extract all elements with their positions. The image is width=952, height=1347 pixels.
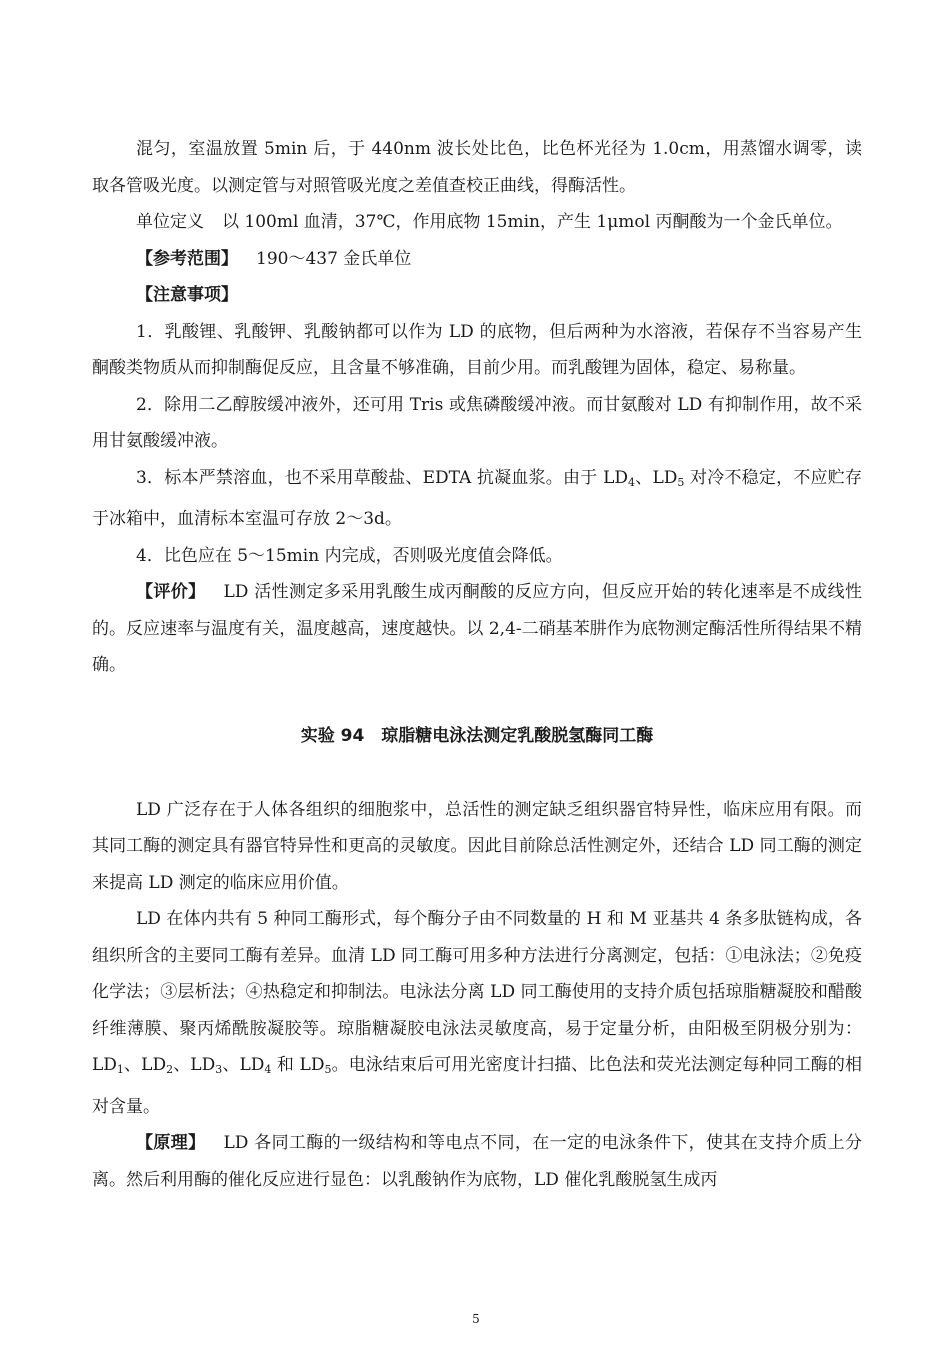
notes-heading: 【注意事项】 bbox=[136, 285, 238, 305]
page-content bbox=[92, 131, 862, 1198]
paragraph-intro-1: LD 广泛存在于人体各组织的细胞浆中，总活性的测定缺乏组织器官特异性，临床应用有限。而其同工酶的测定具有器官特异性和更高的灵敏度。因此目前除总活性测定外，还结合 LD 同工酶的测定来提高 LD 测定的临床应用价值。 bbox=[92, 799, 862, 893]
reference-range-heading: 【参考范围】 bbox=[136, 248, 238, 269]
paragraph-reference-range bbox=[92, 241, 862, 278]
note-item-1: 1．乳酸锂、乳酸钾、乳酸钠都可以作为 LD 的底物，但后两种为水溶液，若保存不当容易产生酮酸类物质从而抑制酶促反应，且含量不够准确，目前少用。而乳酸锂为固体，稳定、易称量。 bbox=[92, 321, 862, 378]
evaluation-text: LD 活性测定多采用乳酸生成丙酮酸的反应方向，但反应开始的转化速率是不成线性的。反应速率与温度有关，温度越高，速度越快。以 2,4-二硝基苯肼作为底物测定酶活性所得结果不精确。 bbox=[92, 582, 863, 675]
paragraph-intro-2: LD 在体内共有 5 种同工酶形式，每个酶分子由不同数量的 H 和 M 亚基共 4 条多肽链构成，各组织所含的主要同工酶有差异。血清 LD 同工酶可用多种方法进行分离测定，包括：①电泳法；②免疫化学法；③层析法；④热稳定和抑制法。电泳法分离 LD 同工酶使用的支持介质包括琼脂糖凝胶和醋酸纤维薄膜、聚丙烯酰胺凝胶等。琼脂糖凝胶电泳法灵敏度高，易于定量分析，由阳极至阴极分别为：$LD_1$、$LD_2$、$LD_3$、$LD_4$ 和 $LD_5$。电泳结束后可用光密度计扫描、比色法和荧光法测定每种同工酶的相对含量。 bbox=[92, 909, 863, 1117]
principle-heading: 【原理】 bbox=[136, 1133, 206, 1153]
paragraph-unit-definition bbox=[92, 204, 862, 241]
section-title: 实验 94 琼脂糖电泳法测定乳酸脱氢酶同工酶 bbox=[300, 725, 654, 746]
reference-range-text: 190～437 金氏单位 bbox=[256, 248, 412, 269]
paragraph-evaluation bbox=[92, 574, 862, 684]
page-number: 5 bbox=[472, 1312, 480, 1326]
evaluation-heading: 【评价】 bbox=[136, 582, 206, 602]
paragraph-notes-heading bbox=[92, 277, 862, 314]
unit-definition-text: 以 100ml 血清，37℃，作用底物 15min，产生 1μmol 丙酮酸为一个金氏单位。 bbox=[222, 212, 843, 232]
note-item-4: 4．比色应在 5～15min 内完成，否则吸光度值会降低。 bbox=[136, 545, 563, 566]
paragraph-procedure: 混匀，室温放置 5min 后，于 440nm 波长处比色，比色杯光径为 1.0cm，用蒸馏水调零，读取各管吸光度。以测定管与对照管吸光度之差值查校正曲线，得酶活性。 bbox=[92, 139, 862, 196]
note-item-3: 3．标本严禁溶血，也不采用草酸盐、EDTA 抗凝血浆。由于 $LD_4$、$LD_5$ 对冷不稳定，不应贮存于冰箱中，血清标本室温可存放 2～3d。 bbox=[92, 467, 863, 529]
paragraph-principle bbox=[92, 1125, 862, 1198]
principle-text: LD 各同工酶的一级结构和等电点不同，在一定的电泳条件下，使其在支持介质上分离。然后利用酶的催化反应进行显色：以乳酸钠作为底物，LD 催化乳酸脱氢生成丙 bbox=[92, 1133, 863, 1190]
unit-definition-label: 单位定义 bbox=[136, 212, 204, 232]
note-item-2: 2．除用二乙醇胺缓冲液外，还可用 Tris 或焦磷酸缓冲液。而甘氨酸对 LD 有抑制作用，故不采用甘氨酸缓冲液。 bbox=[92, 394, 862, 451]
